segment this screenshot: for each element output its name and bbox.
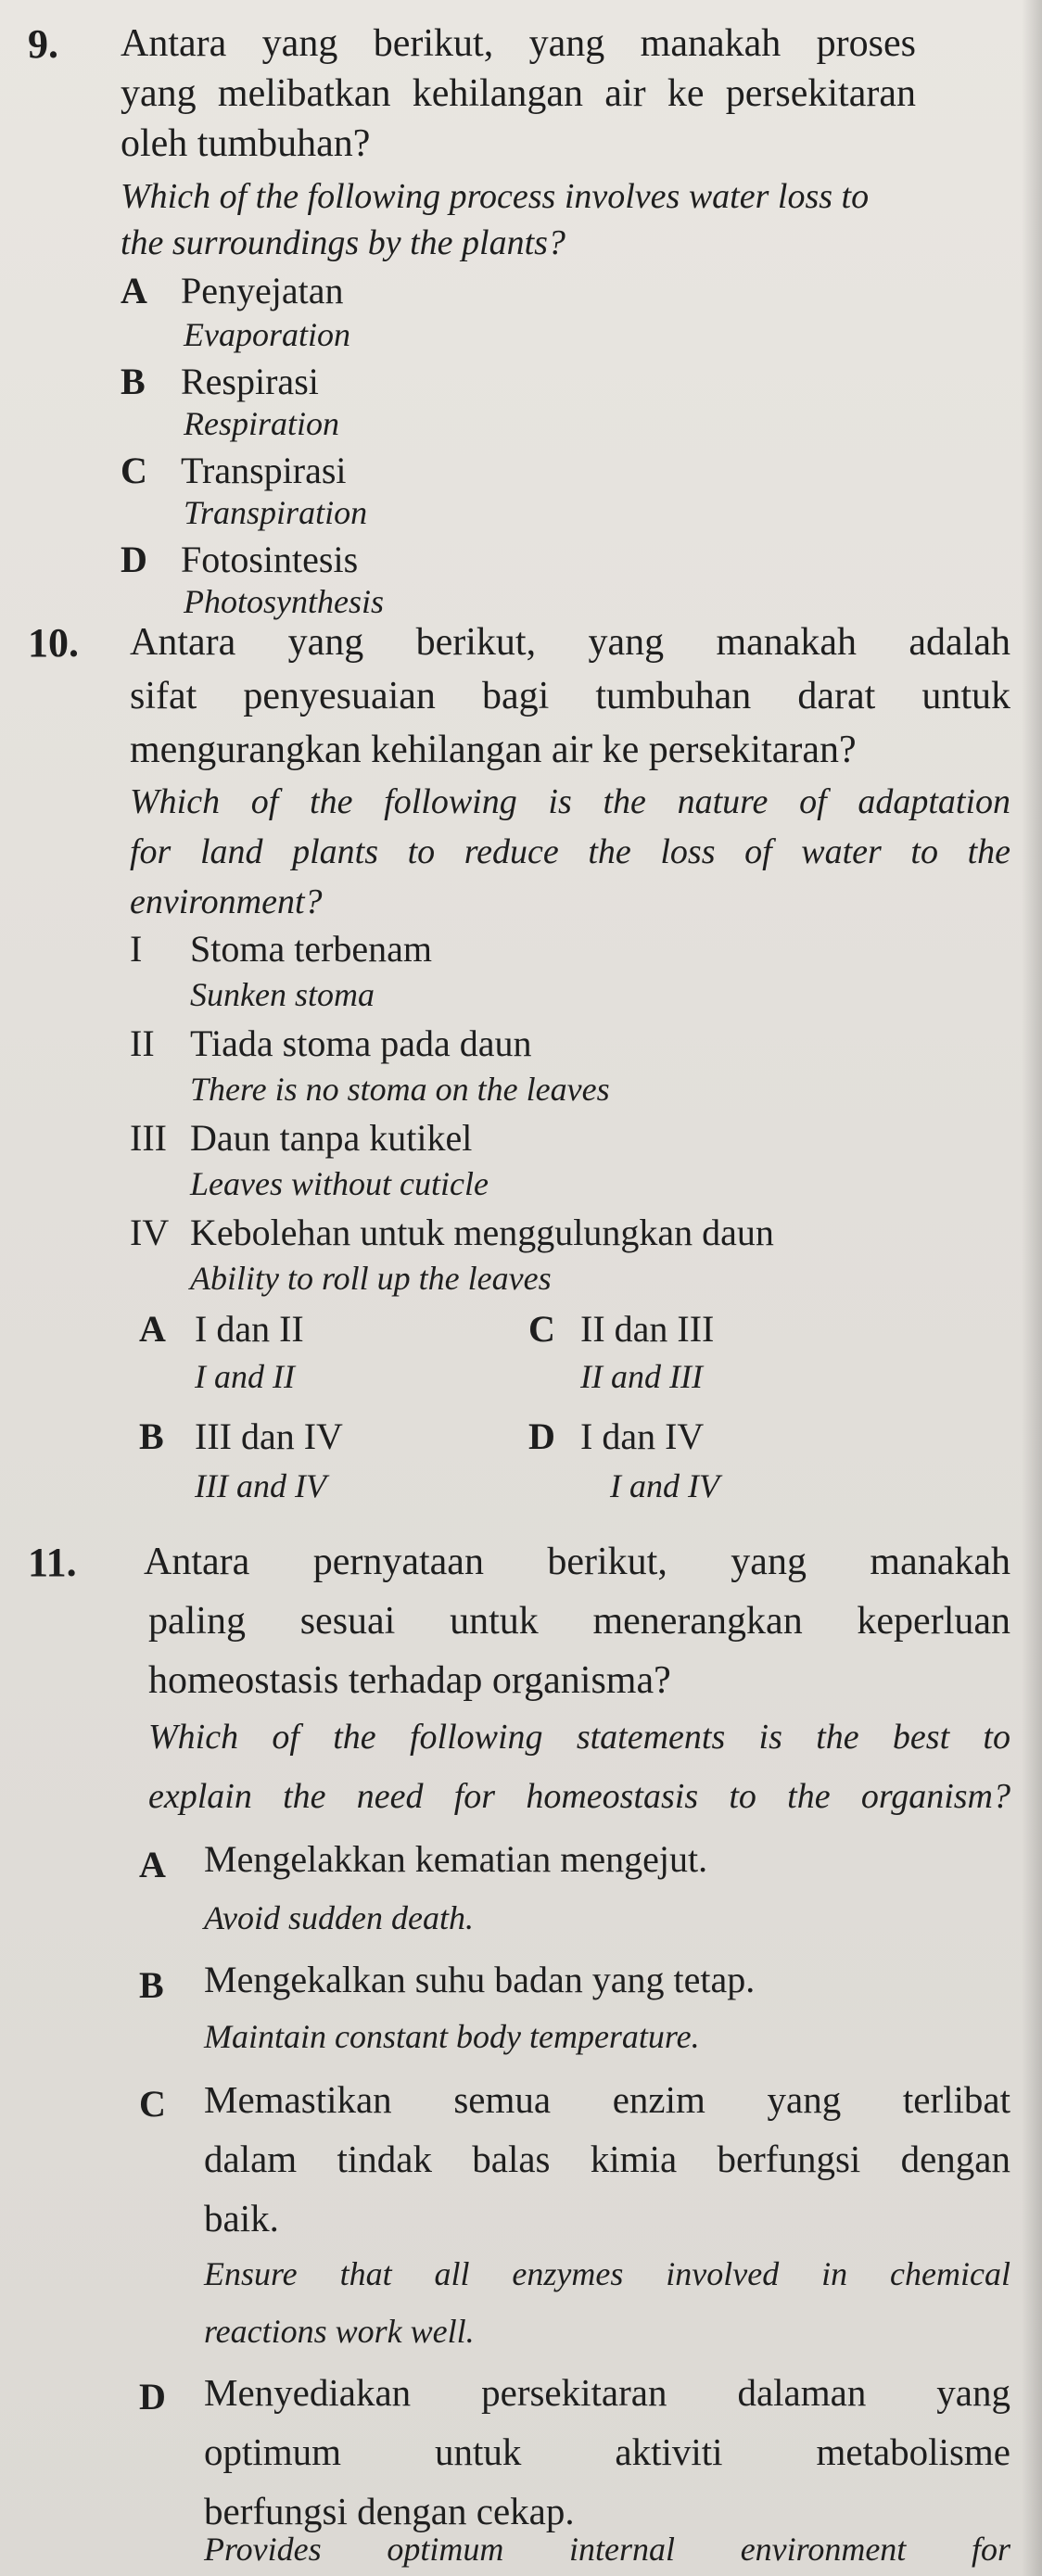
option-translation: Avoid sudden death. [204,1899,474,1936]
statement-translation: Sunken stoma [190,976,375,1013]
option-text: Fotosintesis [181,539,359,580]
option-translation-line: Ensure that all enzymes involved in chemical [204,2255,1010,2292]
statement-translation: Ability to roll up the leaves [190,1260,552,1297]
statement-translation: There is no stoma on the leaves [190,1071,610,1108]
question-text-line: Antara yang berikut, yang manakah proses [121,22,916,65]
statement-numeral: IV [130,1212,170,1253]
option-text: III dan IV [195,1415,343,1457]
option-translation: Respiration [184,405,339,442]
option-letter: D [528,1415,555,1457]
option-text-line: baik. [204,2197,279,2240]
page-edge-shadow [1022,0,1042,2576]
option-translation: Transpiration [184,494,368,531]
question-text-line: homeostasis terhadap organisma? [148,1659,671,1702]
option-letter: A [139,1844,166,1885]
option-letter: D [121,539,147,580]
question-translation-line: for land plants to reduce the loss of water to the [130,832,1010,871]
question-number: 10. [28,620,79,666]
statement-numeral: II [130,1022,155,1064]
option-translation-line: Provides optimum internal environment for [204,2531,1010,2568]
option-text: Transpirasi [181,450,347,491]
option-translation: I and II [195,1358,295,1395]
option-text: I dan II [195,1308,304,1350]
statement-translation: Leaves without cuticle [190,1165,489,1202]
question-translation-line: the surroundings by the plants? [121,223,565,262]
question-translation-line: Which of the following statements is the best to [148,1718,1010,1757]
option-letter: B [139,1415,164,1457]
option-letter: C [121,450,147,491]
option-translation: III and IV [195,1467,326,1504]
option-text: Mengelakkan kematian mengejut. [204,1838,708,1880]
option-text: Penyejatan [181,270,344,311]
option-text: I dan IV [580,1415,705,1457]
option-letter: A [121,270,147,311]
question-text-line: paling sesuai untuk menerangkan keperluan [148,1600,1010,1643]
question-translation-line: explain the need for homeostasis to the organism? [148,1777,1010,1816]
option-text-line: Memastikan semua enzim yang terlibat [204,2078,1010,2121]
option-text-line: optimum untuk aktiviti metabolisme [204,2430,1010,2473]
question-text-line: mengurangkan kehilangan air ke persekitaran? [130,729,857,771]
option-letter: C [139,2083,166,2125]
option-letter: D [139,2376,166,2417]
option-letter: A [139,1308,166,1350]
option-letter: B [121,361,146,402]
question-text-line: Antara pernyataan berikut, yang manakah [144,1541,1010,1583]
question-text-line: yang melibatkan kehilangan air ke persekitaran [121,72,916,115]
question-translation-line: Which of the following process involves water loss to [121,177,870,216]
option-text-line: berfungsi dengan cekap. [204,2490,575,2532]
option-translation: Maintain constant body temperature. [204,2018,700,2055]
statement-numeral: III [130,1117,167,1159]
statement-text: Daun tanpa kutikel [190,1117,473,1159]
option-text-line: dalam tindak balas kimia berfungsi dengan [204,2138,1010,2180]
question-text-line: oleh tumbuhan? [121,122,371,165]
option-translation-line: reactions work well. [204,2313,475,2350]
question-text-line: Antara yang berikut, yang manakah adalah [130,621,1010,664]
option-text: Mengekalkan suhu badan yang tetap. [204,1959,756,2000]
question-translation-line: Which of the following is the nature of adaptation [130,782,1010,821]
option-translation: II and III [580,1358,703,1395]
question-text-line: sifat penyesuaian bagi tumbuhan darat untuk [130,675,1010,717]
question-number: 9. [28,21,58,67]
statement-text: Stoma terbenam [190,928,433,970]
question-number: 11. [28,1540,77,1585]
option-translation: Photosynthesis [184,583,384,620]
statement-text: Kebolehan untuk menggulungkan daun [190,1212,774,1253]
option-letter: B [139,1964,164,2006]
option-translation: I and IV [610,1467,719,1504]
option-text: II dan III [580,1308,715,1350]
statement-numeral: I [130,928,143,970]
statement-text: Tiada stoma pada daun [190,1022,532,1064]
option-letter: C [528,1308,555,1350]
question-translation-line: environment? [130,882,323,921]
option-text-line: Menyediakan persekitaran dalaman yang [204,2371,1010,2414]
option-text: Respirasi [181,361,319,402]
option-translation: Evaporation [184,316,350,353]
